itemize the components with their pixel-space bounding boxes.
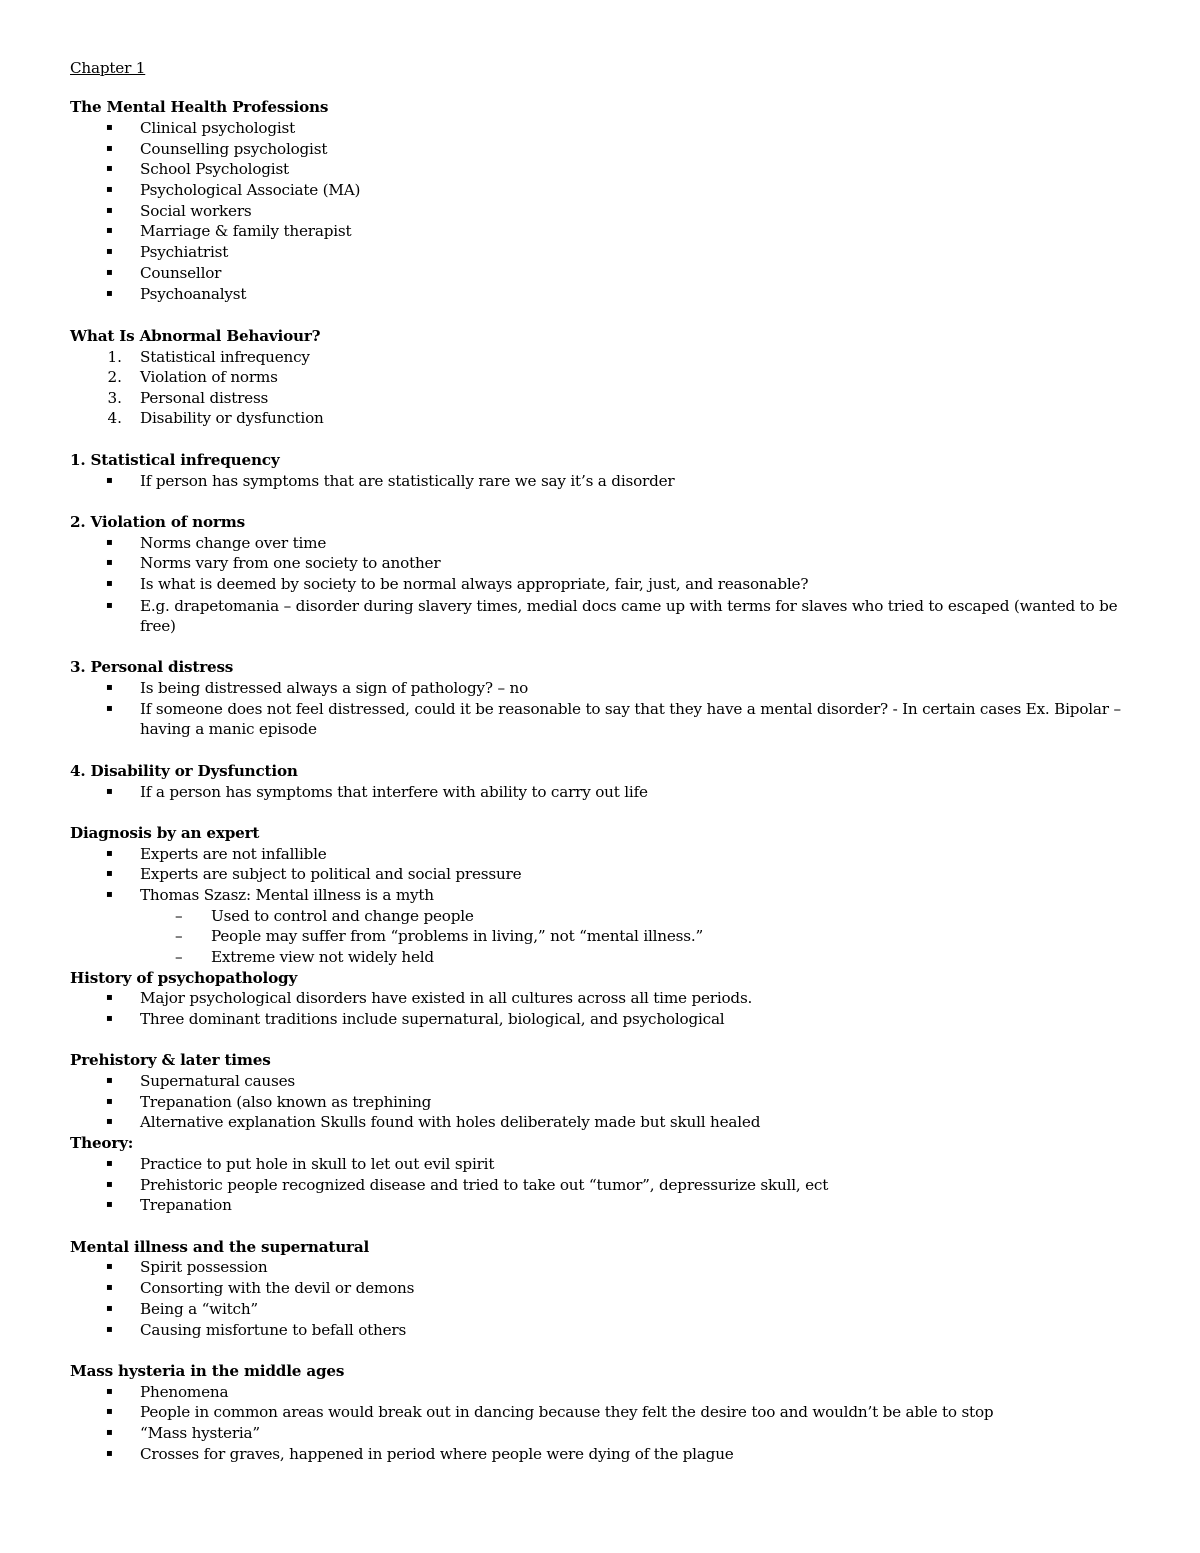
bullet-icon: ▪: [106, 225, 113, 236]
list-item: If a person has symptoms that interfere with ability to carry out life: [140, 783, 648, 801]
list-item: Counselling psychologist: [140, 140, 328, 158]
section-heading-distress: 3. Personal distress: [70, 658, 234, 676]
bullet-icon: ▪: [106, 1386, 113, 1397]
list-item: Psychological Associate (MA): [140, 181, 361, 199]
list-item: Thomas Szasz: Mental illness is a myth: [140, 886, 434, 904]
bullet-icon: ▪: [106, 475, 113, 486]
list-item: E.g. drapetomania – disorder during slavery times, medial docs came up with terms for slaves who tried to escaped (wanted to be free): [140, 597, 1118, 635]
list-item: Psychiatrist: [140, 243, 229, 261]
list-item: Being a “witch”: [140, 1300, 258, 1318]
list-item: Three dominant traditions include supernatural, biological, and psychological: [140, 1010, 725, 1028]
list-item: Causing misfortune to befall others: [140, 1321, 407, 1339]
section-heading-prehistory: Prehistory & later times: [70, 1051, 271, 1069]
list-item: If person has symptoms that are statistically rare we say it’s a disorder: [140, 472, 675, 490]
section-heading-disability: 4. Disability or Dysfunction: [70, 762, 298, 780]
list-item: School Psychologist: [140, 160, 289, 178]
bullet-icon: ▪: [106, 143, 113, 154]
bullet-icon: ▪: [106, 184, 113, 195]
list-item: Crosses for graves, happened in period where people were dying of the plague: [140, 1445, 734, 1463]
list-item: Trepanation (also known as trephining: [140, 1093, 432, 1111]
sub-list-item: Extreme view not widely held: [211, 948, 434, 966]
list-item: Practice to put hole in skull to let out evil spirit: [140, 1155, 495, 1173]
list-number: 4.: [107, 409, 122, 427]
list-item: People in common areas would break out in dancing because they felt the desire too and wouldn’t be able to stop: [140, 1403, 994, 1421]
list-item: Clinical psychologist: [140, 119, 296, 137]
bullet-icon: ▪: [106, 1096, 113, 1107]
section-heading-abnormal: What Is Abnormal Behaviour?: [70, 327, 321, 345]
list-item: If someone does not feel distressed, could it be reasonable to say that they have a mental disorder? - In certain cases Ex. Bipolar – having a manic episode: [140, 700, 1121, 738]
list-item: “Mass hysteria”: [140, 1424, 260, 1442]
list-number: 3.: [107, 389, 122, 407]
list-number: 2.: [107, 368, 122, 386]
section-heading-diagnosis: Diagnosis by an expert: [70, 824, 260, 842]
list-item: Trepanation: [140, 1196, 232, 1214]
dash-icon: –: [175, 907, 183, 925]
list-item: Psychoanalyst: [140, 285, 247, 303]
list-item: Supernatural causes: [140, 1072, 295, 1090]
list-item: Prehistoric people recognized disease and tried to take out “tumor”, depressurize skull, ect: [140, 1176, 829, 1194]
list-item: Statistical infrequency: [140, 348, 310, 366]
bullet-icon: ▪: [106, 786, 113, 797]
list-item: Is being distressed always a sign of pathology? – no: [140, 679, 529, 697]
bullet-icon: ▪: [106, 537, 113, 548]
bullet-icon: ▪: [106, 557, 113, 568]
list-item: Major psychological disorders have existed in all cultures across all time periods.: [140, 989, 753, 1007]
dash-icon: –: [175, 927, 183, 945]
sub-list-item: Used to control and change people: [211, 907, 474, 925]
bullet-icon: ▪: [106, 1075, 113, 1086]
list-item: Spirit possession: [140, 1258, 268, 1276]
bullet-icon: ▪: [106, 163, 113, 174]
dash-icon: –: [175, 948, 183, 966]
bullet-icon: ▪: [106, 578, 113, 589]
list-item: Norms vary from one society to another: [140, 554, 441, 572]
bullet-icon: ▪: [106, 848, 113, 859]
list-item: Norms change over time: [140, 534, 327, 552]
list-item: Consorting with the devil or demons: [140, 1279, 415, 1297]
section-heading-mass-hysteria: Mass hysteria in the middle ages: [70, 1362, 345, 1380]
bullet-icon: ▪: [106, 889, 113, 900]
bullet-icon: ▪: [106, 1179, 113, 1190]
bullet-icon: ▪: [106, 267, 113, 278]
bullet-icon: ▪: [106, 1427, 113, 1438]
chapter-title: Chapter 1: [70, 59, 146, 77]
bullet-icon: ▪: [106, 1303, 113, 1314]
bullet-icon: ▪: [106, 1116, 113, 1127]
bullet-icon: ▪: [106, 682, 113, 693]
bullet-icon: ▪: [106, 122, 113, 133]
bullet-icon: ▪: [106, 246, 113, 257]
sub-list-item: People may suffer from “problems in living,” not “mental illness.”: [211, 927, 704, 945]
list-item: Phenomena: [140, 1383, 229, 1401]
section-heading-history: History of psychopathology: [70, 969, 298, 987]
section-heading-professions: The Mental Health Professions: [70, 98, 329, 116]
bullet-icon: ▪: [106, 1282, 113, 1293]
bullet-icon: ▪: [106, 1158, 113, 1169]
section-heading-norms: 2. Violation of norms: [70, 513, 245, 531]
list-number: 1.: [107, 348, 122, 366]
list-item: Alternative explanation Skulls found with holes deliberately made but skull healed: [140, 1113, 761, 1131]
list-item: Social workers: [140, 202, 252, 220]
list-item: Violation of norms: [140, 368, 278, 386]
bullet-icon: ▪: [106, 1261, 113, 1272]
list-item: Marriage & family therapist: [140, 222, 352, 240]
list-item: Personal distress: [140, 389, 269, 407]
list-item: Disability or dysfunction: [140, 409, 324, 427]
list-item: Counsellor: [140, 264, 222, 282]
bullet-icon: ▪: [106, 1448, 113, 1459]
bullet-icon: ▪: [106, 205, 113, 216]
bullet-icon: ▪: [106, 600, 113, 611]
bullet-icon: ▪: [106, 1406, 113, 1417]
bullet-icon: ▪: [106, 703, 113, 714]
bullet-icon: ▪: [106, 1199, 113, 1210]
section-heading-supernatural: Mental illness and the supernatural: [70, 1238, 370, 1256]
bullet-icon: ▪: [106, 1324, 113, 1335]
list-item: Experts are not infallible: [140, 845, 327, 863]
bullet-icon: ▪: [106, 1013, 113, 1024]
section-heading-statistical: 1. Statistical infrequency: [70, 451, 280, 469]
section-heading-theory: Theory:: [70, 1134, 134, 1152]
list-item: Is what is deemed by society to be normal always appropriate, fair, just, and reasonable?: [140, 575, 809, 593]
bullet-icon: ▪: [106, 288, 113, 299]
bullet-icon: ▪: [106, 992, 113, 1003]
bullet-icon: ▪: [106, 868, 113, 879]
list-item: Experts are subject to political and social pressure: [140, 865, 522, 883]
